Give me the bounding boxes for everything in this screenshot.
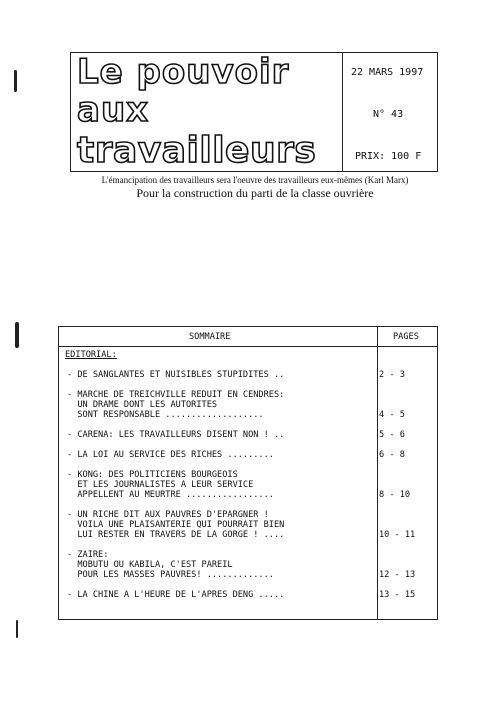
- toc-entry-pages: 5 - 6: [379, 430, 405, 440]
- margin-mark: [15, 322, 19, 348]
- toc-entry-pages: 10 - 11: [379, 530, 416, 540]
- title-line-2: aux: [77, 90, 150, 130]
- slogan: Pour la construction du parti de la classe ouvrière: [136, 186, 374, 200]
- toc-header-sommaire: SOMMAIRE: [189, 332, 231, 342]
- toc-header-pages: PAGES: [393, 332, 419, 342]
- toc-header: [59, 327, 437, 347]
- toc-entry-line: - UN RICHE DIT AUX PAUVRES D'EPARGNER !: [67, 510, 269, 520]
- issue-info: [343, 53, 437, 171]
- margin-mark: [14, 70, 17, 92]
- toc-entry-line: - KONG: DES POLITICIENS BOURGEOIS: [67, 470, 238, 480]
- toc-entry-line: APPELLENT AU MEURTRE .................: [67, 490, 274, 500]
- toc-entry-line: VOILA UNE PLAISANTERIE QUI POURRAIT BIEN: [67, 520, 285, 530]
- toc-entry-line: - MARCHE DE TREICHVILLE REDUIT EN CENDRES:: [67, 390, 285, 400]
- toc-entry-line: POUR LES MASSES PAUVRES! .............: [67, 570, 274, 580]
- toc-entry-line: - DE SANGLANTES ET NUISIBLES STUPIDITES ..: [67, 370, 285, 380]
- toc-entry-pages: 12 - 13: [379, 570, 416, 580]
- toc-entry-line: - ZAIRE:: [67, 550, 109, 560]
- toc-entry-line: UN DRAME DONT LES AUTORITES: [67, 400, 218, 410]
- section-label-editorial: EDITORIAL:: [65, 350, 117, 360]
- toc-entry-line: ET LES JOURNALISTES A LEUR SERVICE: [67, 480, 254, 490]
- toc-entry-line: MOBUTU OU KABILA, C'EST PAREIL: [67, 560, 233, 570]
- issue-date: 22 MARS 1997: [351, 67, 424, 78]
- toc-entry-pages: 13 - 15: [379, 590, 416, 600]
- issue-number: N° 43: [373, 109, 404, 120]
- margin-mark: [16, 620, 18, 638]
- toc-entry-pages: 8 - 10: [379, 490, 411, 500]
- issue-price: PRIX: 100 F: [355, 151, 422, 162]
- toc-entry-pages: 4 - 5: [379, 410, 405, 420]
- toc-entry-line: - CARENA: LES TRAVAILLEURS DISENT NON ! ..: [67, 430, 285, 440]
- title-line-3: travailleurs: [77, 130, 317, 171]
- masthead: [70, 52, 438, 172]
- toc-entry-line: - LA LOI AU SERVICE DES RICHES .........: [67, 450, 274, 460]
- title-line-1: Le pouvoir: [77, 52, 290, 92]
- toc-entry-line: LUI RESTER EN TRAVERS DE LA GORGE ! ....: [67, 530, 285, 540]
- marx-quote: L'émancipation des travailleurs sera l'oeuvre des travailleurs eux-mêmes (Karl Marx): [101, 175, 409, 185]
- column-divider: [377, 327, 378, 619]
- table-of-contents: [58, 326, 438, 620]
- toc-entry-pages: 2 - 3: [379, 370, 405, 380]
- toc-entry-line: - LA CHINE A L'HEURE DE L'APRES DENG .....: [67, 590, 285, 600]
- toc-entry-line: SONT RESPONSABLE ...................: [67, 410, 264, 420]
- title-area: [71, 53, 343, 171]
- toc-entry-pages: 6 - 8: [379, 450, 405, 460]
